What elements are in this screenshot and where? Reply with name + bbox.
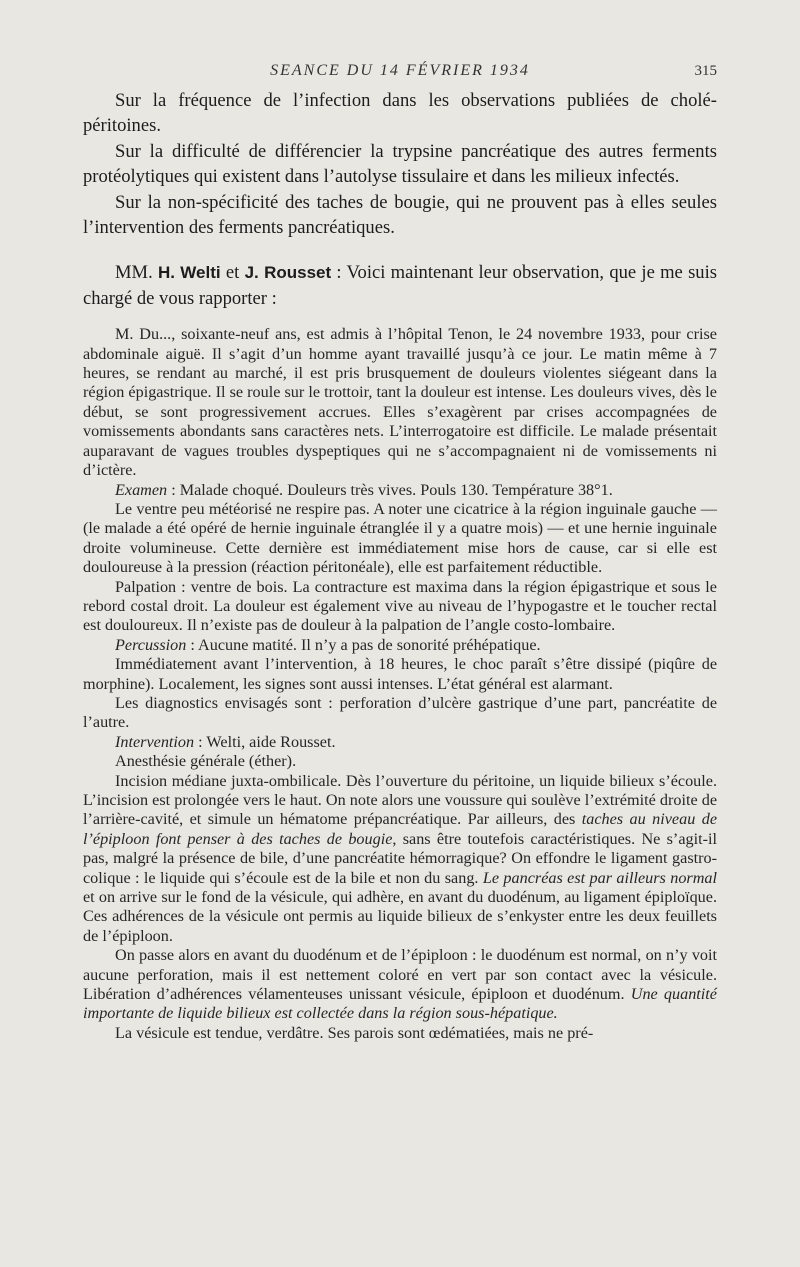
author-rousset: J. Rousset: [244, 263, 332, 283]
observation-paragraph: [83, 733, 717, 752]
observation-paragraph: [83, 636, 717, 655]
incision-text-b: , sans être toutefois caractéristiques. Ne s’agit-il pas, malgré la présence de bile, d’une pancréatite hémorragique? On effondre le ligament gastro-colique : le liquide qui s’écoule est de la bile et non du sang.: [83, 829, 717, 887]
incision-italic-2: Le pancréas est par ailleurs normal: [482, 868, 718, 887]
incision-italic-1: taches au niveau de l’épiploon font penser à des taches de bougie: [83, 810, 717, 848]
intro-conj: et: [225, 262, 240, 284]
incision-text-c: et on arrive sur le fond de la vésicule, qui adhère, en avant du duodénum, au ligament épiploïque. Ces adhérences de la vésicule ont permis au liquide bilieux de s’enkyster entre les deux feuillets de l’épiploon.: [83, 888, 717, 945]
intro-section: [83, 260, 717, 311]
lead-paragraph: Sur la difficulté de différencier la trypsine pancréatique des autres ferments protéolytiques qui existent dans l’autolyse tissulaire et dans les milieux infectés.: [83, 140, 717, 188]
running-header: [83, 60, 717, 88]
observation-paragraph: [83, 481, 717, 500]
observation-paragraph: Le ventre peu météorisé ne respire pas. A noter une cicatrice à la région inguinale gauche — (le malade a été opéré de hernie inguinale étranglée il y a quatre mois) — et une hernie inguinale droite volumineuse. Cette dernière est immédiatement mise hors de cause, car si elle est douloureuse à la pression (réaction péritonéale), elle est parfaitement réductible.: [83, 499, 717, 577]
examen-text: : Malade choqué. Douleurs très vives. Pouls 130. Température 38°1.: [167, 480, 613, 499]
running-title: SEANCE DU 14 FÉVRIER 1934: [270, 62, 530, 79]
intro-paragraph: [83, 260, 717, 311]
observation-section: [83, 325, 717, 1043]
duodenum-italic: Une quantité importante de liquide bilieux est collectée dans la région sous-hépatique.: [83, 985, 717, 1023]
observation-paragraph: Les diagnostics envisagés sont : perforation d’ulcère gastrique d’une part, pancréatite de l’autre.: [83, 693, 717, 732]
observation-paragraph: Anesthésie générale (éther).: [115, 752, 297, 771]
observation-paragraph: Palpation : ventre de bois. La contracture est maxima dans la région épigastrique et sous le rebord costal droit. La douleur est également vive au niveau de l’hypogastre et le toucher rectal est douloureux. Il n’existe pas de douleur à la palpation de l’angle costo-lombaire.: [83, 577, 717, 635]
observation-paragraph: [83, 946, 717, 1024]
intervention-text: : Welti, aide Rousset.: [194, 732, 336, 751]
observation-paragraph: La vésicule est tendue, verdâtre. Ses parois sont œdématiées, mais ne pré-: [115, 1023, 594, 1042]
observation-paragraph: M. Du..., soixante-neuf ans, est admis à l’hôpital Tenon, le 24 novembre 1933, pour crise abdominale aiguë. Il s’agit d’un homme ayant travaillé jusqu’à ce jour. Le matin même à 7 heures, se rendant au marché, il est pris brusquement de douleurs violentes siégeant dans la région épigastrique. Il se roule sur le trottoir, tant la douleur est intense. Les douleurs vives, dès le début, se sont progressivement accrues. Elles s’exagèrent par crises accompagnées de vomissements abondants sans caractères nets. L’interrogatoire est difficile. Le malade présentait auparavant de vagues troubles dyspeptiques qui ne s’accompagnaient ni de vomissements ni d’ictère.: [83, 325, 717, 480]
observation-paragraph: Immédiatement avant l’intervention, à 18 heures, le choc paraît s’être dissipé (piqûre de morphine). Localement, les signes sont aussi intenses. L’état général est alarmant.: [83, 655, 717, 693]
intro-mm: MM.: [115, 262, 153, 284]
lead-section: [83, 88, 717, 240]
examen-label: Examen: [115, 480, 168, 499]
percussion-text: : Aucune matité. Il n’y a pas de sonorité préhépatique.: [186, 635, 541, 654]
observation-paragraph: [83, 772, 717, 947]
incision-text-a: Incision médiane juxta-ombilicale. Dès l’ouverture du péritoine, un liquide bilieux s’écoule. L’incision est prolongée vers le haut. On note alors une voussure qui soulève l’extrémité droite de l’arrière-cavité, et simule un hématome prépancréatique. Par ailleurs, des: [83, 771, 717, 829]
lead-paragraph: Sur la fréquence de l’infection dans les observations publiées de cholé-péritoines.: [83, 90, 717, 137]
author-welti: H. Welti: [157, 263, 221, 283]
lead-paragraph: Sur la non-spécificité des taches de bougie, qui ne prouvent pas à elles seules l’intervention des ferments pancréatiques.: [83, 191, 717, 239]
page-number: 315: [694, 63, 717, 79]
percussion-label: Percussion: [115, 635, 187, 654]
duodenum-text: On passe alors en avant du duodénum et de l’épiploon : le duodénum est normal, on n’y voit aucune perforation, mais il est nettement coloré en vert par son contact avec la vésicule. Libération d’adhérences vélamenteuses unissant vésicule, épiploon et duodénum.: [83, 946, 717, 1004]
intro-rest: : Voici maintenant leur observation, que je me suis chargé de vous rapporter :: [83, 262, 717, 309]
intervention-label: Intervention: [115, 732, 195, 751]
